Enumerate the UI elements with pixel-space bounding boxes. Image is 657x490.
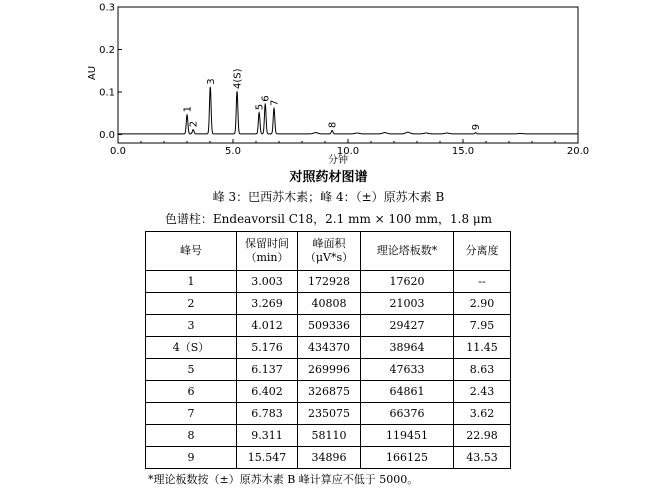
header-cell (454, 232, 511, 271)
table-cell: 235075 (298, 403, 361, 425)
table-cell: 5 (146, 359, 237, 381)
table-cell: 2.90 (454, 293, 511, 315)
table-cell: 2 (146, 293, 237, 315)
x-tick-label: 15.0 (451, 146, 475, 157)
table-row (146, 425, 511, 447)
table-cell: 119451 (361, 425, 454, 447)
x-tick-label: 20.0 (566, 146, 590, 157)
table-cell: 7 (146, 403, 237, 425)
y-tick-label: 0.2 (99, 45, 115, 56)
table-cell: 6.783 (237, 403, 298, 425)
table-row (146, 447, 511, 469)
table-cell: 6 (146, 381, 237, 403)
table-cell: 4（S） (146, 337, 237, 359)
table-row (146, 381, 511, 403)
table-cell: 8 (146, 425, 237, 447)
plot-frame (118, 7, 578, 143)
table-cell: 7.95 (454, 315, 511, 337)
peak-label: 9 (471, 123, 483, 131)
y-tick-label: 0.0 (99, 130, 115, 141)
table-cell: 269996 (298, 359, 361, 381)
x-axis-label: 分钟 (328, 155, 348, 166)
table-cell: 22.98 (454, 425, 511, 447)
table-cell: 3.62 (454, 403, 511, 425)
header-cell (298, 232, 361, 271)
table-cell: 11.45 (454, 337, 511, 359)
table-cell: 43.53 (454, 447, 511, 469)
table-row (146, 293, 511, 315)
table-cell: 3 (146, 315, 237, 337)
table-row (146, 403, 511, 425)
table-row (146, 359, 511, 381)
peak-label: 5 (254, 103, 266, 111)
table-cell: 4.012 (237, 315, 298, 337)
table-cell: 509336 (298, 315, 361, 337)
header-line: 分离度 (465, 244, 499, 257)
table-header-row (146, 232, 511, 271)
table-cell: 40808 (298, 293, 361, 315)
chart-title: 对照药材图谱 (289, 170, 368, 185)
peak-label: 3 (205, 78, 217, 85)
table-cell: 6.137 (237, 359, 298, 381)
y-axis-label: AU (87, 65, 98, 81)
table-footnote: *理论板数按（±）原苏木素 B 峰计算应不低于 5000。 (148, 473, 419, 486)
peaks-note: 峰 3：巴西苏木素；峰 4：（±）原苏木素 B (212, 190, 445, 204)
peak-label: 7 (269, 99, 281, 106)
header-line: 峰号 (180, 244, 202, 257)
column-info: 色谱柱：Endeavorsil C18，2.1 mm × 100 mm，1.8 μm (164, 212, 493, 226)
chromatogram-chart (0, 0, 657, 170)
x-tick-label: 5.0 (225, 146, 241, 157)
table-cell: 15.547 (237, 447, 298, 469)
table-cell: 1 (146, 271, 237, 293)
table-cell: 3.269 (237, 293, 298, 315)
table-row (146, 337, 511, 359)
peak-label: 8 (327, 121, 339, 129)
table-row (146, 315, 511, 337)
table-cell: 58110 (298, 425, 361, 447)
table-cell: 3.003 (237, 271, 298, 293)
table-cell: 34896 (298, 447, 361, 469)
table-cell: 64861 (361, 381, 454, 403)
peak-label: 1 (182, 106, 194, 113)
peak-table (145, 231, 511, 469)
table-cell: 29427 (361, 315, 454, 337)
table-cell: 8.63 (454, 359, 511, 381)
header-line: 峰面积 (312, 237, 346, 250)
table-cell: 6.402 (237, 381, 298, 403)
x-tick-label: 10.0 (336, 146, 360, 157)
x-tick-label: 0.0 (110, 146, 126, 157)
header-unit: （μV*s） (304, 251, 354, 264)
table-cell: 47633 (361, 359, 454, 381)
y-tick-label: 0.3 (99, 2, 115, 14)
header-unit: （min） (245, 251, 289, 264)
peak-label: 4(S) (232, 68, 244, 89)
table-cell: 38964 (361, 337, 454, 359)
table-row (146, 271, 511, 293)
header-cell (237, 232, 298, 271)
table-cell: 9.311 (237, 425, 298, 447)
table-cell: 17620 (361, 271, 454, 293)
table-cell: 2.43 (454, 381, 511, 403)
y-tick-label: 0.1 (99, 87, 115, 99)
table-cell: 326875 (298, 381, 361, 403)
table-cell: 434370 (298, 337, 361, 359)
header-cell (361, 232, 454, 271)
table-cell: 166125 (361, 447, 454, 469)
peak-label: 6 (260, 95, 272, 102)
header-line: 保留时间 (245, 237, 289, 250)
table-cell: 66376 (361, 403, 454, 425)
table-cell: -- (454, 271, 511, 293)
table-cell: 5.176 (237, 337, 298, 359)
header-line: 理论塔板数* (376, 244, 438, 257)
table-cell: 172928 (298, 271, 361, 293)
table-cell: 21003 (361, 293, 454, 315)
peak-label: 2 (188, 120, 200, 128)
table-cell: 9 (146, 447, 237, 469)
table-body (146, 271, 511, 469)
header-cell (146, 232, 237, 271)
